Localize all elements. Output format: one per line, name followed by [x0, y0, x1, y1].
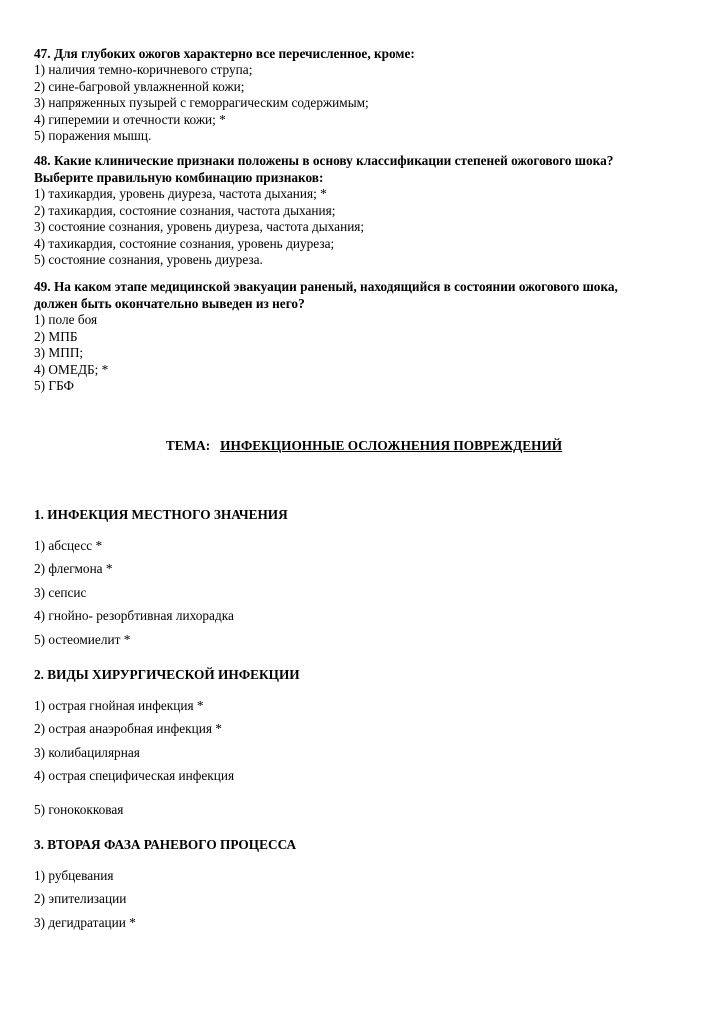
answer-option: 5) ГБФ — [34, 378, 75, 394]
answer-option: 4) ОМЕДБ; * — [34, 361, 109, 377]
theme-heading — [34, 437, 694, 455]
question-title: 2. ВИДЫ ХИРУРГИЧЕСКОЙ ИНФЕКЦИИ — [34, 666, 300, 682]
answer-option: 5) состояние сознания, уровень диуреза. — [34, 252, 263, 268]
question-49 — [34, 278, 694, 395]
answer-option: 1) тахикардия, уровень диуреза, частота дыхания; * — [34, 185, 327, 201]
question-title: 3. ВТОРАЯ ФАЗА РАНЕВОГО ПРОЦЕССА — [34, 836, 297, 852]
answer-option: 1) острая гнойная инфекция * — [34, 697, 204, 713]
answer-option: 4) гнойно- резорбтивная лихорадка — [34, 608, 234, 624]
answer-option: 5) гонококковая — [34, 801, 124, 817]
answer-option: 5) поражения мышц. — [34, 128, 152, 144]
answer-option: 2) эпителизации — [34, 891, 127, 907]
topic-question-1 — [34, 506, 694, 651]
answer-option: 1) рубцевания — [34, 867, 114, 883]
question-title: 1. ИНФЕКЦИЯ МЕСТНОГО ЗНАЧЕНИЯ — [34, 506, 288, 522]
answer-option: 3) колибацилярная — [34, 744, 140, 760]
question-subtitle: должен быть окончательно выведен из него? — [34, 295, 305, 311]
answer-option: 2) МПБ — [34, 328, 78, 344]
answer-option: 2) флегмона * — [34, 561, 113, 577]
answer-option: 4) тахикардия, состояние сознания, уровень диуреза; — [34, 235, 335, 251]
answer-option: 1) поле боя — [34, 311, 98, 327]
topic-question-3 — [34, 836, 694, 934]
answer-option: 4) гиперемии и отечности кожи; * — [34, 111, 226, 127]
answer-option: 2) острая анаэробная инфекция * — [34, 721, 222, 737]
answer-option: 2) сине-багровой увлажненной кожи; — [34, 78, 245, 94]
answer-option: 2) тахикардия, состояние сознания, частота дыхания; — [34, 202, 336, 218]
answer-option: 3) МПП; — [34, 345, 84, 361]
document-page — [34, 45, 694, 934]
answer-option: 3) сепсис — [34, 584, 87, 600]
answer-option: 4) острая специфическая инфекция — [34, 768, 235, 784]
theme-label: ТЕМА: — [165, 437, 211, 453]
question-title: 48. Какие клинические признаки положены в основу классификации степеней ожогового шока? — [34, 152, 614, 168]
question-48 — [34, 152, 694, 269]
answer-option: 5) остеомиелит * — [34, 631, 131, 647]
question-title: 47. Для глубоких ожогов характерно все перечисленное, кроме: — [34, 46, 415, 61]
theme-topic: ИНФЕКЦИОННЫЕ ОСЛОЖНЕНИЯ ПОВРЕЖДЕНИЙ — [220, 437, 563, 453]
answer-option: 3) состояние сознания, уровень диуреза, частота дыхания; — [34, 219, 365, 235]
answer-option: 3) напряженных пузырей с геморрагическим содержимым; — [34, 95, 369, 111]
question-47 — [34, 45, 694, 145]
topic-question-2 — [34, 666, 694, 821]
answer-option: 1) наличия темно-коричневого струпа; — [34, 62, 253, 77]
question-title: 49. На каком этапе медицинской эвакуации раненый, находящийся в состоянии ожогового шока, — [34, 278, 618, 294]
question-subtitle: Выберите правильную комбинацию признаков: — [34, 169, 324, 185]
answer-option: 1) абсцесс * — [34, 537, 103, 553]
answer-option: 3) дегидратации * — [34, 914, 136, 930]
